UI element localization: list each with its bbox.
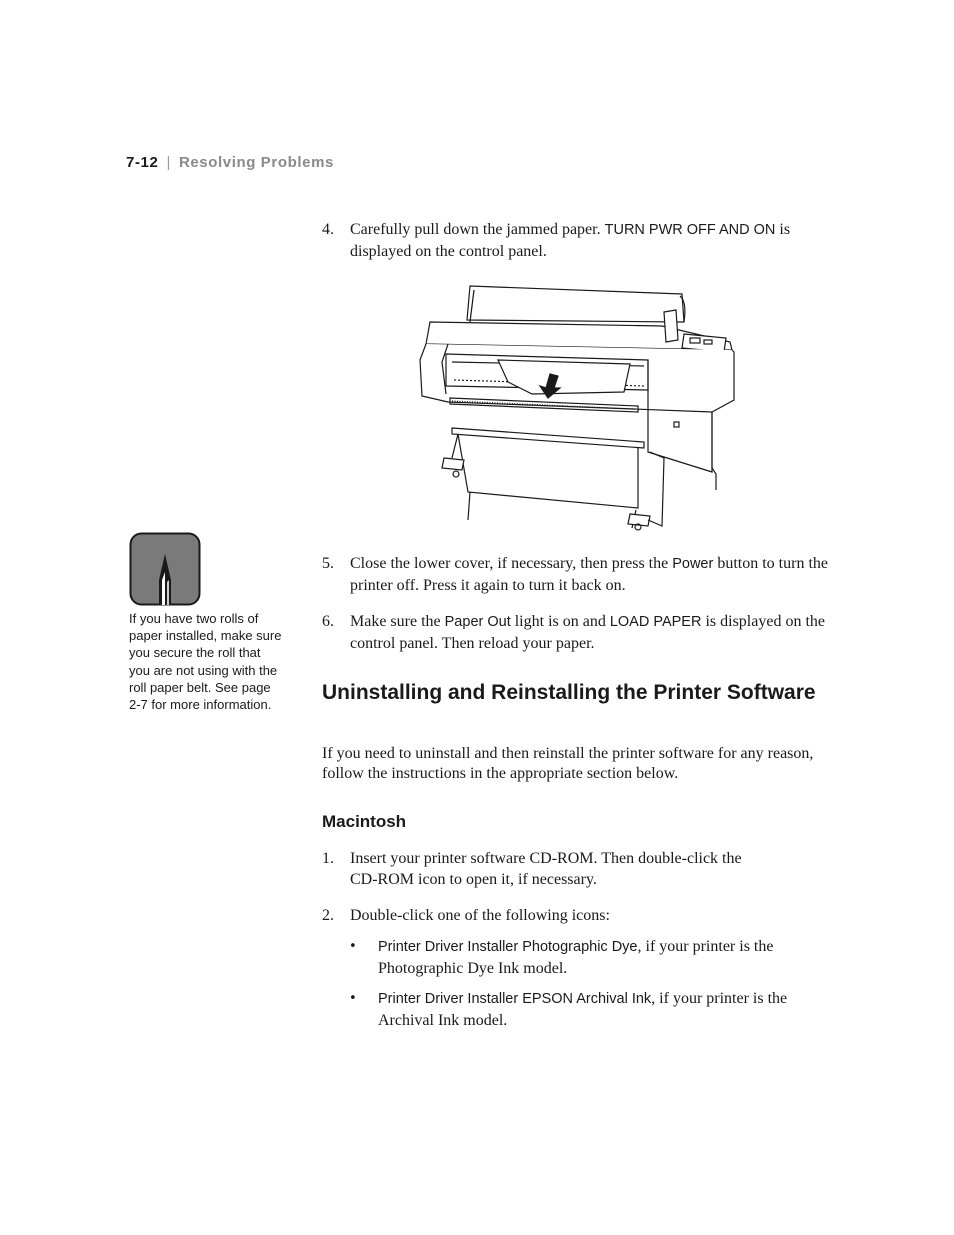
section-intro: If you need to uninstall and then reinstall the printer software for any reason, follow the instructions in the appropriate section below. — [322, 745, 814, 782]
bullet-item: • Printer Driver Installer Photographic Dye, if your printer is the Photographic Dye Ink model. — [349, 938, 774, 977]
step-text: Double-click one of the following icons: — [350, 907, 610, 924]
step-4 — [322, 219, 832, 262]
section-heading: Uninstalling and Reinstalling the Printer Software — [322, 681, 816, 704]
step-number: 6. — [322, 613, 334, 630]
margin-note: If you have two rolls of paper installed, make sure you secure the roll that you are not using with the roll paper belt. See page 2-7 for more information. — [129, 611, 282, 713]
page-number: 7-12 — [126, 154, 159, 171]
step-number: 2. — [322, 907, 334, 924]
paper-out-light-label: Paper Out — [444, 614, 511, 630]
step-number: 5. — [322, 555, 334, 572]
header-separator: | — [166, 154, 171, 171]
step-6 — [322, 611, 832, 654]
installer-name: Printer Driver Installer EPSON Archival Ink — [378, 991, 652, 1007]
pencil-note-icon — [129, 532, 201, 606]
printer-illustration — [412, 282, 742, 532]
bullet-symbol: • — [349, 991, 357, 1006]
panel-message: TURN PWR OFF AND ON — [604, 222, 776, 238]
step-number: 1. — [322, 850, 334, 867]
step-text: Insert your printer software CD-ROM. Then double-click the CD-ROM icon to open it, if necessary. — [350, 850, 742, 888]
step-text: Make sure the Paper Out light is on and LOAD PAPER is displayed on the control panel. Then reload your paper. — [350, 613, 825, 652]
step-5 — [322, 553, 832, 596]
installer-name: Printer Driver Installer Photographic Dye — [378, 939, 638, 955]
panel-message: LOAD PAPER — [609, 614, 702, 630]
subheading-macintosh: Macintosh — [322, 812, 407, 831]
step-number: 4. — [322, 221, 334, 238]
bullet-symbol: • — [349, 939, 357, 954]
running-header — [126, 154, 334, 171]
section-title: Resolving Problems — [178, 154, 334, 171]
bullet-item: • Printer Driver Installer EPSON Archival Ink, if your printer is the Archival Ink model. — [349, 990, 788, 1029]
mac-step-2 — [322, 905, 832, 926]
power-button-label: Power — [672, 556, 714, 572]
step-text: Close the lower cover, if necessary, then press the Power button to turn the printer off. Press it again to turn it back on. — [350, 555, 828, 594]
step-text: Carefully pull down the jammed paper. TURN PWR OFF AND ON is displayed on the control panel. — [350, 221, 791, 260]
mac-step-1 — [322, 848, 832, 890]
